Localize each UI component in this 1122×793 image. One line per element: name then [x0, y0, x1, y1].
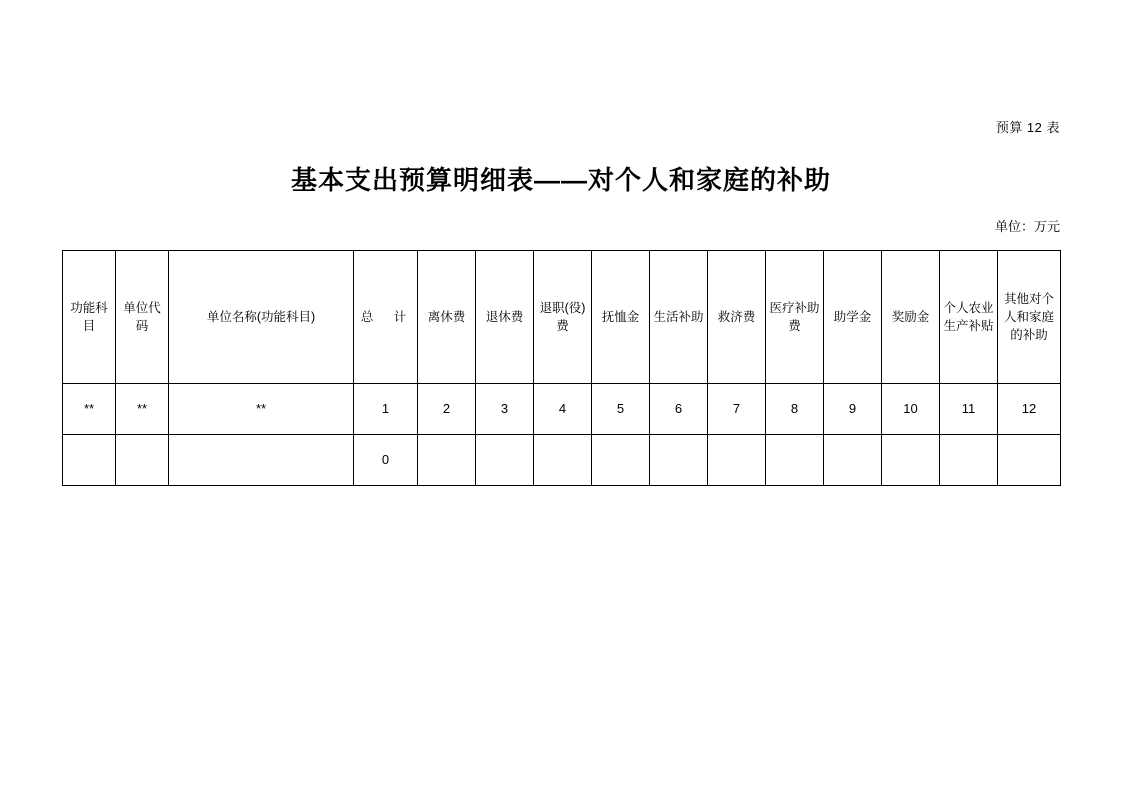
cell-bonus: 10 [882, 384, 940, 435]
cell-bonus [882, 435, 940, 486]
cell-relief-fee [708, 435, 766, 486]
cell-other-subsidy [998, 435, 1061, 486]
cell-comfort-money: 5 [592, 384, 650, 435]
column-header-scholarship: 助学金 [824, 251, 882, 384]
cell-unit-code [116, 435, 169, 486]
cell-total: 0 [354, 435, 418, 486]
cell-scholarship: 9 [824, 384, 882, 435]
cell-living-allowance: 6 [650, 384, 708, 435]
document-code: 预算 12 表 [995, 120, 1060, 135]
cell-total: 1 [354, 384, 418, 435]
page-title: 基本支出预算明细表——对个人和家庭的补助 [290, 165, 831, 195]
table-row [63, 384, 1061, 435]
cell-living-allowance [650, 435, 708, 486]
column-header-living-allowance: 生活补助 [650, 251, 708, 384]
column-header-unit-name: 单位名称(功能科目) [169, 251, 354, 384]
cell-farm-production-subsidy [940, 435, 998, 486]
column-header-unit-code: 单位代码 [116, 251, 169, 384]
cell-unit-code: ** [116, 384, 169, 435]
cell-pension-fee [476, 435, 534, 486]
budget-table-container [62, 250, 1060, 486]
column-header-resignation-fee: 退职(役)费 [534, 251, 592, 384]
cell-retirement-fee [418, 435, 476, 486]
table-header-row [63, 251, 1061, 384]
budget-table [62, 250, 1061, 486]
column-header-retirement-fee: 离休费 [418, 251, 476, 384]
cell-resignation-fee: 4 [534, 384, 592, 435]
column-header-pension-fee: 退休费 [476, 251, 534, 384]
cell-comfort-money [592, 435, 650, 486]
cell-unit-name [169, 435, 354, 486]
cell-function-subject: ** [63, 384, 116, 435]
column-header-relief-fee: 救济费 [708, 251, 766, 384]
cell-unit-name: ** [169, 384, 354, 435]
cell-medical-subsidy [766, 435, 824, 486]
cell-retirement-fee: 2 [418, 384, 476, 435]
column-header-bonus: 奖励金 [882, 251, 940, 384]
column-header-other-subsidy: 其他对个人和家庭的补助 [998, 251, 1061, 384]
unit-note: 单位：万元 [994, 219, 1060, 234]
cell-function-subject [63, 435, 116, 486]
column-header-comfort-money: 抚恤金 [592, 251, 650, 384]
cell-farm-production-subsidy: 11 [940, 384, 998, 435]
column-header-farm-production-subsidy: 个人农业生产补贴 [940, 251, 998, 384]
column-header-function-subject: 功能科目 [63, 251, 116, 384]
cell-scholarship [824, 435, 882, 486]
cell-resignation-fee [534, 435, 592, 486]
cell-medical-subsidy: 8 [766, 384, 824, 435]
cell-other-subsidy: 12 [998, 384, 1061, 435]
column-header-total: 总 计 [354, 251, 418, 384]
cell-pension-fee: 3 [476, 384, 534, 435]
cell-relief-fee: 7 [708, 384, 766, 435]
column-header-medical-subsidy: 医疗补助费 [766, 251, 824, 384]
table-row [63, 435, 1061, 486]
